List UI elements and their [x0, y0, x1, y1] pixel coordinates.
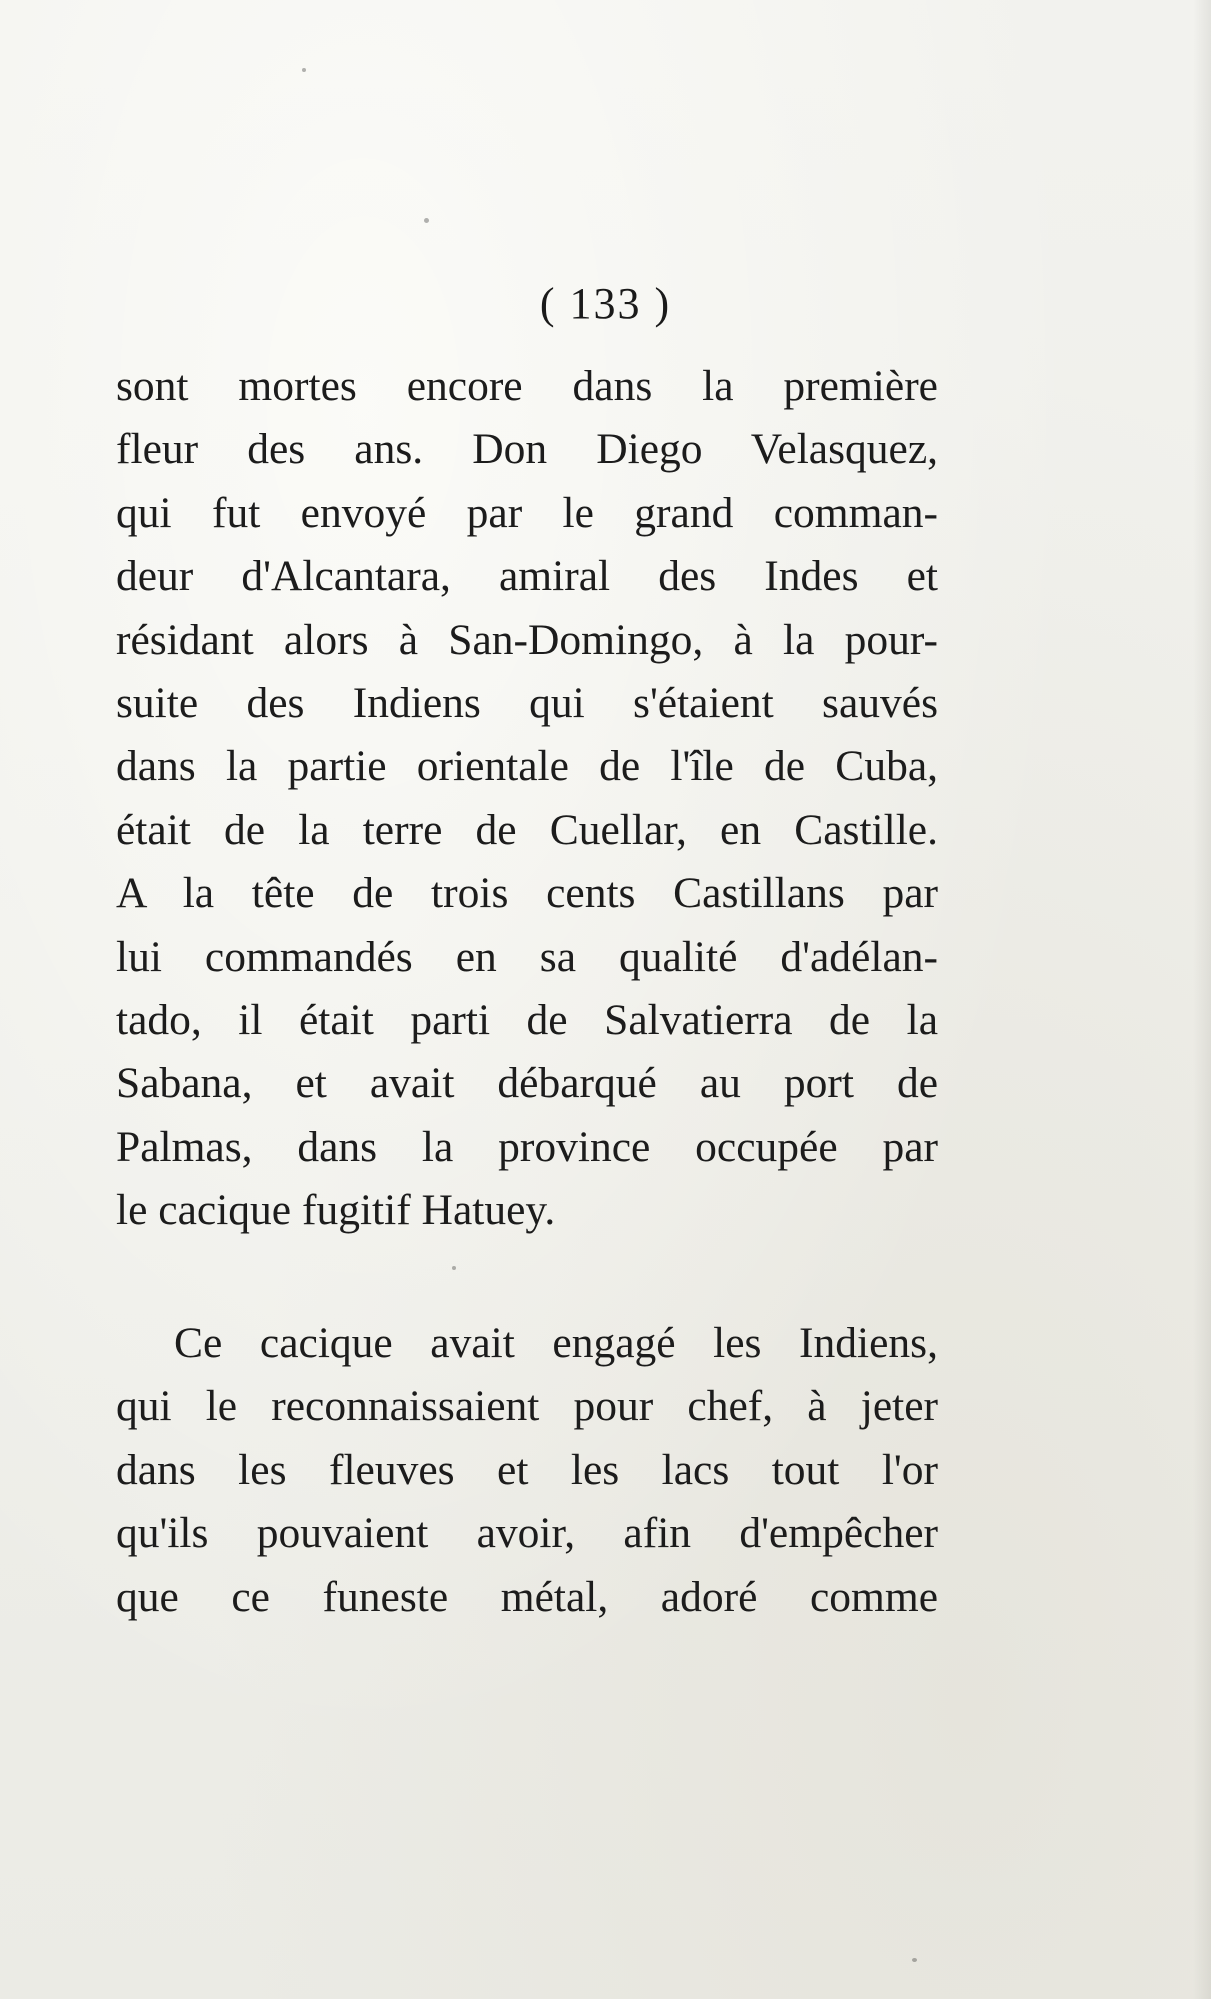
text-line: A la tête de trois cents Castillans par	[116, 869, 938, 918]
text-line: Sabana, et avait débarqué au port de	[116, 1059, 938, 1108]
text-line: suite des Indiens qui s'étaient sauvés	[116, 679, 938, 728]
paper-speck	[424, 218, 429, 223]
page-number: ( 133 )	[539, 279, 672, 328]
text-line: qui fut envoyé par le grand comman-	[116, 488, 938, 537]
text-line: qui le reconnaissaient pour chef, à jeter	[116, 1382, 938, 1431]
text-line: dans les fleuves et les lacs tout l'or	[116, 1445, 938, 1494]
page-edge-shadow	[1193, 0, 1211, 1999]
text-line: qu'ils pouvaient avoir, afin d'empêcher	[116, 1509, 938, 1558]
text-line: résidant alors à San-Domingo, à la pour-	[116, 615, 938, 664]
text-line: Palmas, dans la province occupée par	[116, 1122, 938, 1171]
text-line: sont mortes encore dans la première	[116, 362, 938, 410]
text-line: était de la terre de Cuellar, en Castille.	[116, 805, 938, 854]
text-line: fleur des ans. Don Diego Velasquez,	[116, 425, 938, 474]
text-line: que ce funeste métal, adoré comme	[116, 1572, 938, 1621]
text-line: le cacique fugitif Hatuey.	[116, 1186, 556, 1235]
paper-speck	[912, 1958, 917, 1962]
paper-speck	[452, 1266, 456, 1270]
paragraph-2	[116, 1312, 938, 1629]
text-line: Ce cacique avait engagé les Indiens,	[174, 1319, 938, 1367]
text-line: deur d'Alcantara, amiral des Indes et	[116, 552, 938, 601]
paragraph-1	[116, 355, 938, 1243]
paper-speck	[302, 68, 306, 72]
text-line: tado, il était parti de Salvatierra de la	[116, 996, 938, 1045]
text-line: dans la partie orientale de l'île de Cuba,	[116, 742, 938, 791]
text-line: lui commandés en sa qualité d'adélan-	[116, 932, 938, 981]
